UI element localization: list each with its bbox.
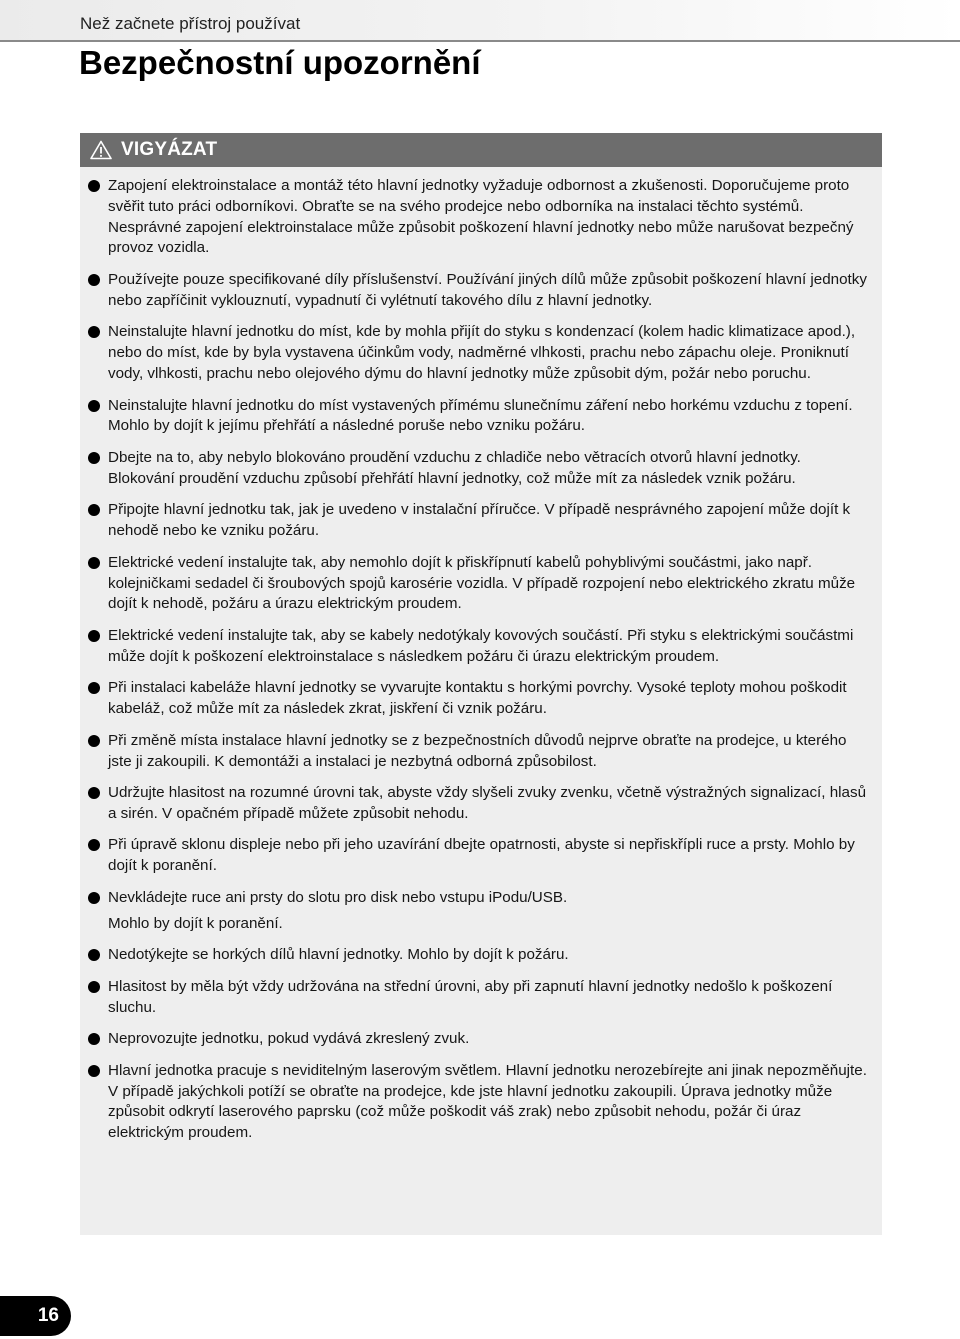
- bullet-icon: [88, 787, 100, 799]
- bullet-icon: [88, 326, 100, 338]
- bullet-icon: [88, 504, 100, 516]
- caution-box: [80, 133, 882, 1235]
- caution-item-text: Dbejte na to, aby nebylo blokováno proudění vzduchu z chladiče nebo větracích otvorů hlavní jednotky. Blokování proudění vzduchu způsobí přehřátí hlavní jednotky, což může mít za následek vznik požáru.: [108, 448, 801, 487]
- caution-item-text: Nedotýkejte se horkých dílů hlavní jednotky. Mohlo by dojít k požáru.: [108, 946, 569, 964]
- bullet-icon: [88, 1065, 100, 1077]
- caution-item: [88, 396, 868, 438]
- caution-item: [88, 888, 868, 935]
- caution-item: [88, 835, 868, 877]
- caution-item: [88, 678, 868, 720]
- header-divider: [0, 40, 960, 42]
- caution-item-text: Elektrické vedení instalujte tak, aby se kabely nedotýkaly kovových součástí. Při styku s elektrickými součástmi může dojít k poškození elektroinstalace s následkem požáru či úrazu elektrickým proudem.: [108, 626, 854, 665]
- caution-header: [80, 133, 882, 167]
- bullet-icon: [88, 400, 100, 412]
- caution-item-text: Neinstalujte hlavní jednotku do míst vystavených přímému slunečnímu záření nebo horkému vzduchu z topení. Mohlo by dojít k jejímu přehřátí a následné poruše nebo vzniku požáru.: [108, 396, 853, 435]
- caution-item: [88, 977, 868, 1019]
- caution-list: [80, 167, 882, 1144]
- bullet-icon: [88, 892, 100, 904]
- caution-item-text: Používejte pouze specifikované díly příslušenství. Používání jiných dílů může způsobit poškození hlavní jednotky nebo zapříčinit vyklouznutí, vypadnutí či vylétnutí takového dílu z hlavní jednotky.: [108, 270, 867, 309]
- caution-item: [88, 945, 868, 966]
- caution-item-text: Udržujte hlasitost na rozumné úrovni tak, abyste vždy slyšeli zvuky zvenku, včetně výstražných signalizací, hlasů a sirén. V opačném případě můžete způsobit nehodu.: [108, 784, 867, 822]
- caution-item-text: Neinstalujte hlavní jednotku do míst, kde by mohla přijít do styku s kondenzací (kolem hadic klimatizace apod.), nebo do míst, kde by byla vystavena účinkům vody, nadměrné vlhkosti, prachu nebo zápachu oleje. Proniknutí vody, vlhkosti, prachu nebo olejového dýmu do hlavní jednotky může způsobit dým, požár nebo poruchu.: [108, 323, 856, 382]
- bullet-icon: [88, 682, 100, 694]
- bullet-icon: [88, 1033, 100, 1045]
- caution-item: [88, 1029, 868, 1050]
- caution-title: VIGYÁZAT: [121, 139, 218, 160]
- bullet-icon: [88, 274, 100, 286]
- caution-item-text: Zapojení elektroinstalace a montáž této hlavní jednotky vyžaduje odbornost a zkušenosti. Doporučujeme proto svěřit tuto práci odborníkovi. Obraťte se na svého prodejce nebo odborníka na instalaci těchto systémů. Nesprávné zapojení elektroinstalace může způsobit poškození hlavní jednotky nebo může narušovat bezpečný provoz vozidla.: [108, 177, 854, 257]
- caution-item-text: Připojte hlavní jednotku tak, jak je uvedeno v instalační příručce. V případě nesprávného zapojení může dojít k nehodě nebo ke vzniku požáru.: [108, 501, 851, 540]
- caution-item: [88, 176, 868, 259]
- caution-item: [88, 626, 868, 668]
- caution-item: [88, 1061, 868, 1144]
- caution-item-text: Hlavní jednotka pracuje s neviditelným laserovým světlem. Hlavní jednotku nerozebírejte ani jinak nepozměňujte. V případě jakýchkoli potíží se obraťte na prodejce, kde jste hlavní jednotku zakoupili. Úprava jednotky může způsobit odkrytí laserového paprsku (což může poškodit váš zrak) nebo způsobit nehodu, požár či úraz elektrickým proudem.: [108, 1061, 867, 1142]
- caution-item: [88, 270, 868, 312]
- caution-item-text: Hlasitost by měla být vždy udržována na střední úrovni, aby při zapnutí hlavní jednotky nedošlo k poškození sluchu.: [108, 977, 833, 1016]
- caution-item-text: Při instalaci kabeláže hlavní jednotky se vyvarujte kontaktu s horkými povrchy. Vysoké teploty mohou poškodit kabeláž, což může mít za následek zkrat, jiskření či vznik požáru.: [108, 679, 847, 718]
- section-label: Než začnete přístroj používat: [80, 14, 301, 33]
- caution-item: [88, 448, 868, 490]
- page-number: 16: [0, 1296, 71, 1336]
- caution-item-text: Při změně místa instalace hlavní jednotky se z bezpečnostních důvodů nejprve obraťte na prodejce, u kterého jste ji zakoupili. K demontáži a instalaci je nezbytná odborná způsobilost.: [108, 731, 847, 770]
- bullet-icon: [88, 949, 100, 961]
- caution-item: [88, 783, 868, 825]
- caution-item: [88, 553, 868, 615]
- caution-item: [88, 731, 868, 773]
- bullet-icon: [88, 630, 100, 642]
- bullet-icon: [88, 557, 100, 569]
- bullet-icon: [88, 735, 100, 747]
- caution-item: [88, 500, 868, 542]
- caution-item-text: Elektrické vedení instalujte tak, aby nemohlo dojít k přiskřípnutí kabelů pohyblivými součástmi, jako např. kolejničkami sedadel či šroubových spojů karosérie vozidla. V případě rozpojení nebo elektrického zkratu může dojít k nehodě, požáru a úrazu elektrickým proudem.: [108, 553, 856, 613]
- bullet-icon: [88, 180, 100, 192]
- caution-item-text: Mohlo by dojít k poranění.: [108, 914, 283, 932]
- bullet-icon: [88, 452, 100, 464]
- bullet-icon: [88, 839, 100, 851]
- warning-triangle-icon: [90, 140, 112, 160]
- bullet-icon: [88, 981, 100, 993]
- page-title: Bezpečnostní upozornění: [79, 44, 481, 81]
- caution-item-text: Při úpravě sklonu displeje nebo při jeho uzavírání dbejte opatrnosti, abyste si nepřiskřípli ruce a prsty. Mohlo by dojít k poranění.: [108, 836, 855, 875]
- caution-item-text: Nevkládejte ruce ani prsty do slotu pro disk nebo vstupu iPodu/USB.: [108, 888, 568, 906]
- caution-item: [88, 322, 868, 384]
- caution-item-text: Neprovozujte jednotku, pokud vydává zkreslený zvuk.: [108, 1030, 470, 1048]
